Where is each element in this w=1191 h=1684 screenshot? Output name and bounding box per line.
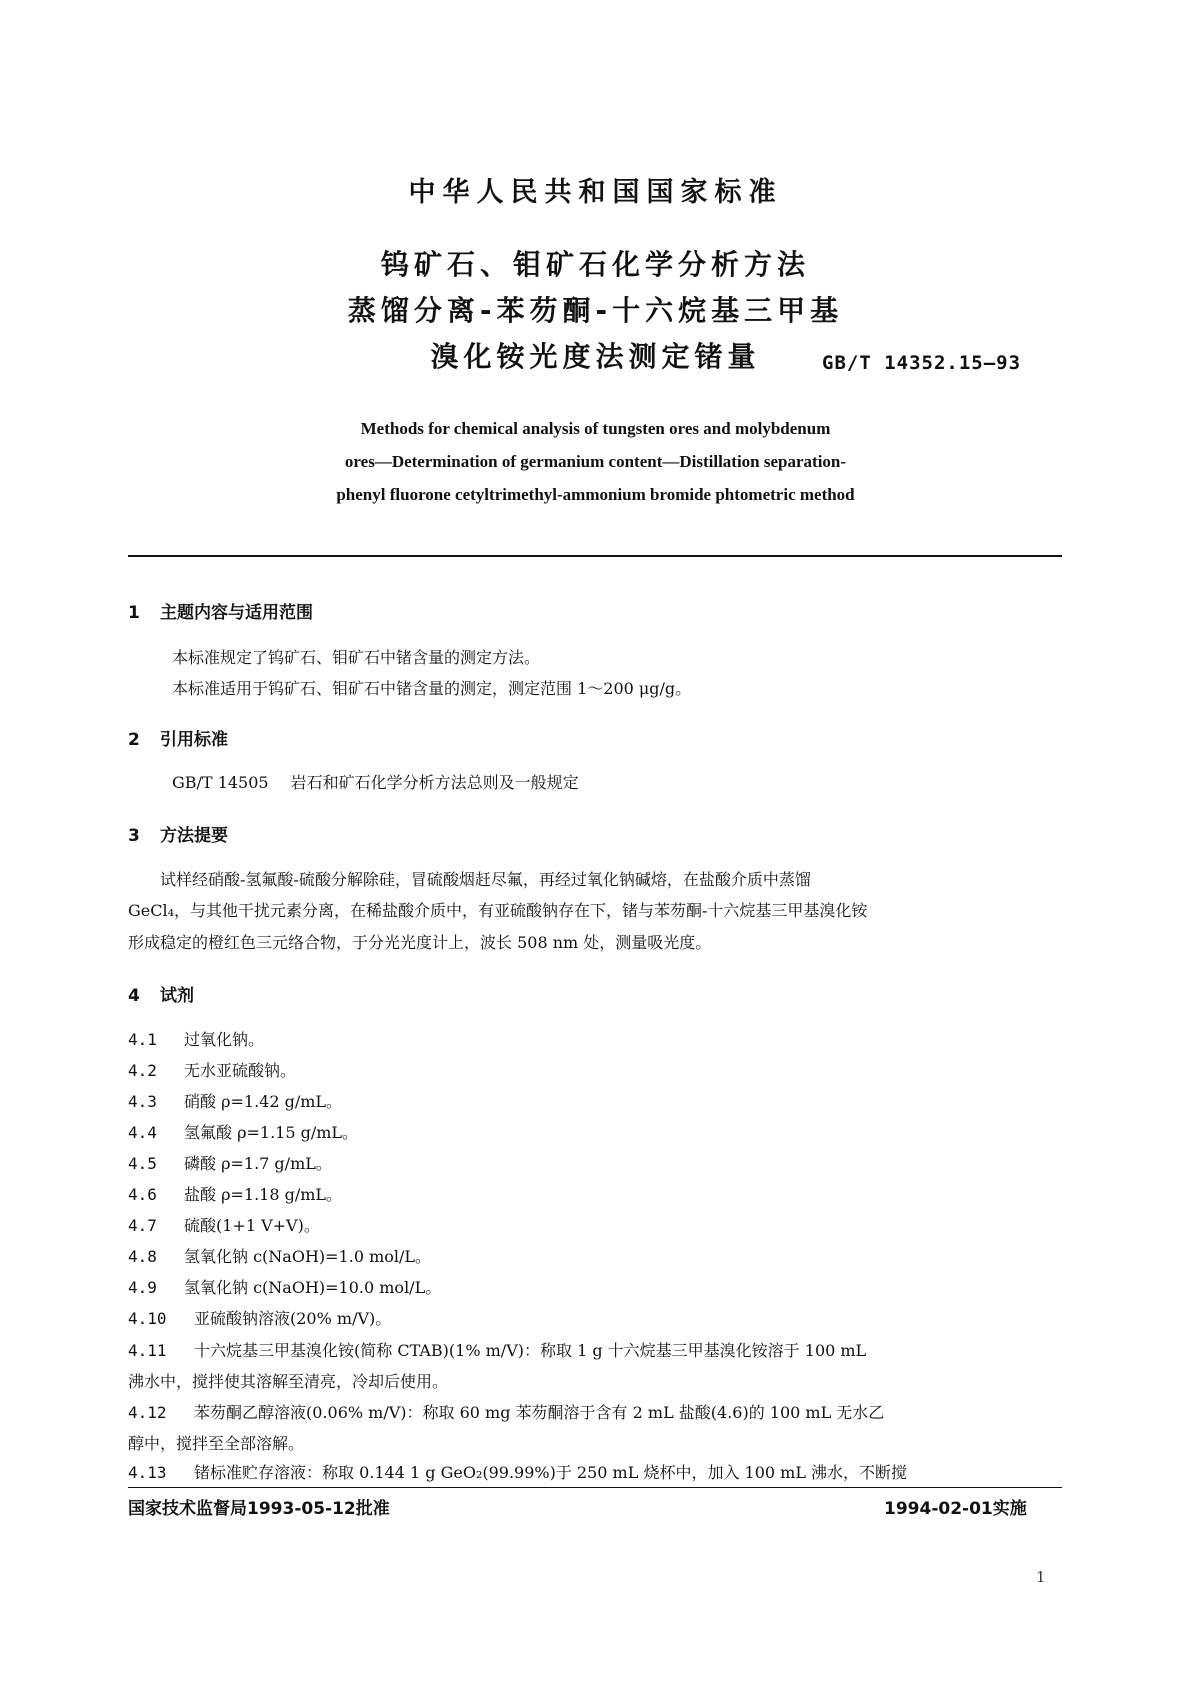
section-number: 3 [128, 826, 140, 846]
section-1-line-1: 本标准规定了钨矿石、钼矿石中锗含量的测定方法。 [172, 648, 541, 667]
reagent-item-long: 4.13 锗标准贮存溶液：称取 0.144 1 g GeO₂(99.99%)于 250 mL 烧杯中，加入 100 mL 沸水，不断搅 [128, 1463, 908, 1482]
reagent-item-long: 4.12 苯芴酮乙醇溶液(0.06% m/V)：称取 60 mg 苯芴酮溶于含有 2 mL 盐酸(4.6)的 100 mL 无水乙 [128, 1403, 885, 1422]
section-title: 主题内容与适用范围 [160, 603, 313, 623]
reagent-item: 4.2 无水亚硫酸钠。 [128, 1061, 297, 1080]
ref-code: GB/T 14505 [172, 773, 269, 792]
section-1-line-2: 本标准适用于钨矿石、钼矿石中锗含量的测定，测定范围 1～200 μg/g。 [172, 679, 692, 698]
standard-code: GB/T 14352.15—93 [822, 352, 1022, 374]
section-3-line-3: 形成稳定的橙红色三元络合物，于分光光度计上，波长 508 nm 处，测量吸光度。 [128, 933, 712, 952]
title-cn-line-2: 蒸馏分离-苯芴酮-十六烷基三甲基 [347, 294, 844, 327]
reagent-item: 4.4 氢氟酸 ρ=1.15 g/mL。 [128, 1123, 359, 1142]
section-number: 2 [128, 730, 140, 750]
reagent-item-continuation: 醇中，搅拌至全部溶解。 [128, 1434, 305, 1453]
approval-note: 国家技术监督局1993-05-12批准 [128, 1499, 390, 1519]
reagent-item-continuation: 沸水中，搅拌使其溶解至清亮，冷却后使用。 [128, 1372, 449, 1391]
reagent-item: 4.7 硫酸(1+1 V+V)。 [128, 1216, 320, 1235]
title-cn-line-3: 溴化铵光度法测定锗量 [430, 340, 761, 373]
section-title: 引用标准 [160, 730, 228, 750]
section-2-heading [128, 725, 228, 750]
section-4-heading [128, 981, 194, 1006]
title-en-line-3: phenyl fluorone cetyltrimethyl-ammonium bromide phtometric method [336, 485, 855, 504]
title-en-line-1: Methods for chemical analysis of tungsten ores and molybdenum [360, 419, 831, 438]
referenced-standard [172, 774, 579, 792]
implementation-date: 1994-02-01实施 [884, 1499, 1027, 1519]
section-number: 4 [128, 986, 140, 1006]
reagent-item: 4.1 过氧化钠。 [128, 1030, 265, 1049]
title-cn-line-1: 钨矿石、钼矿石化学分析方法 [380, 248, 810, 281]
section-title: 试剂 [160, 986, 194, 1006]
reagent-item: 4.6 盐酸 ρ=1.18 g/mL。 [128, 1185, 343, 1204]
header-divider [128, 555, 1062, 557]
footer-divider [128, 1487, 1062, 1488]
reagent-item: 4.8 氢氧化钠 c(NaOH)=1.0 mol/L。 [128, 1247, 432, 1266]
reagent-item: 4.10 亚硫酸钠溶液(20% m/V)。 [128, 1309, 392, 1328]
title-en-line-2: ores—Determination of germanium content—Distillation separation- [344, 452, 847, 471]
reagent-item: 4.3 硝酸 ρ=1.42 g/mL。 [128, 1092, 343, 1111]
section-3-line-2: GeCl₄，与其他干扰元素分离，在稀盐酸介质中，有亚硫酸钠存在下，锗与苯芴酮-十六烷基三甲基溴化铵 [128, 901, 868, 920]
page-number: 1 [1036, 1568, 1046, 1586]
issuing-nation-heading: 中华人民共和国国家标准 [408, 177, 783, 208]
reagent-item: 4.9 氢氧化钠 c(NaOH)=10.0 mol/L。 [128, 1278, 442, 1297]
reagent-item-long: 4.11 十六烷基三甲基溴化铵(简称 CTAB)(1% m/V)：称取 1 g 十六烷基三甲基溴化铵溶于 100 mL [128, 1341, 867, 1360]
section-3-heading [128, 821, 228, 846]
section-title: 方法提要 [160, 826, 228, 846]
reagent-item: 4.5 磷酸 ρ=1.7 g/mL。 [128, 1154, 332, 1173]
section-number: 1 [128, 603, 140, 623]
section-3-line-1: 试样经硝酸-氢氟酸-硫酸分解除硅，冒硫酸烟赶尽氟，再经过氧化钠碱熔，在盐酸介质中蒸馏 [160, 870, 811, 889]
ref-title: 岩石和矿石化学分析方法总则及一般规定 [290, 773, 579, 792]
section-1-heading [128, 598, 313, 623]
